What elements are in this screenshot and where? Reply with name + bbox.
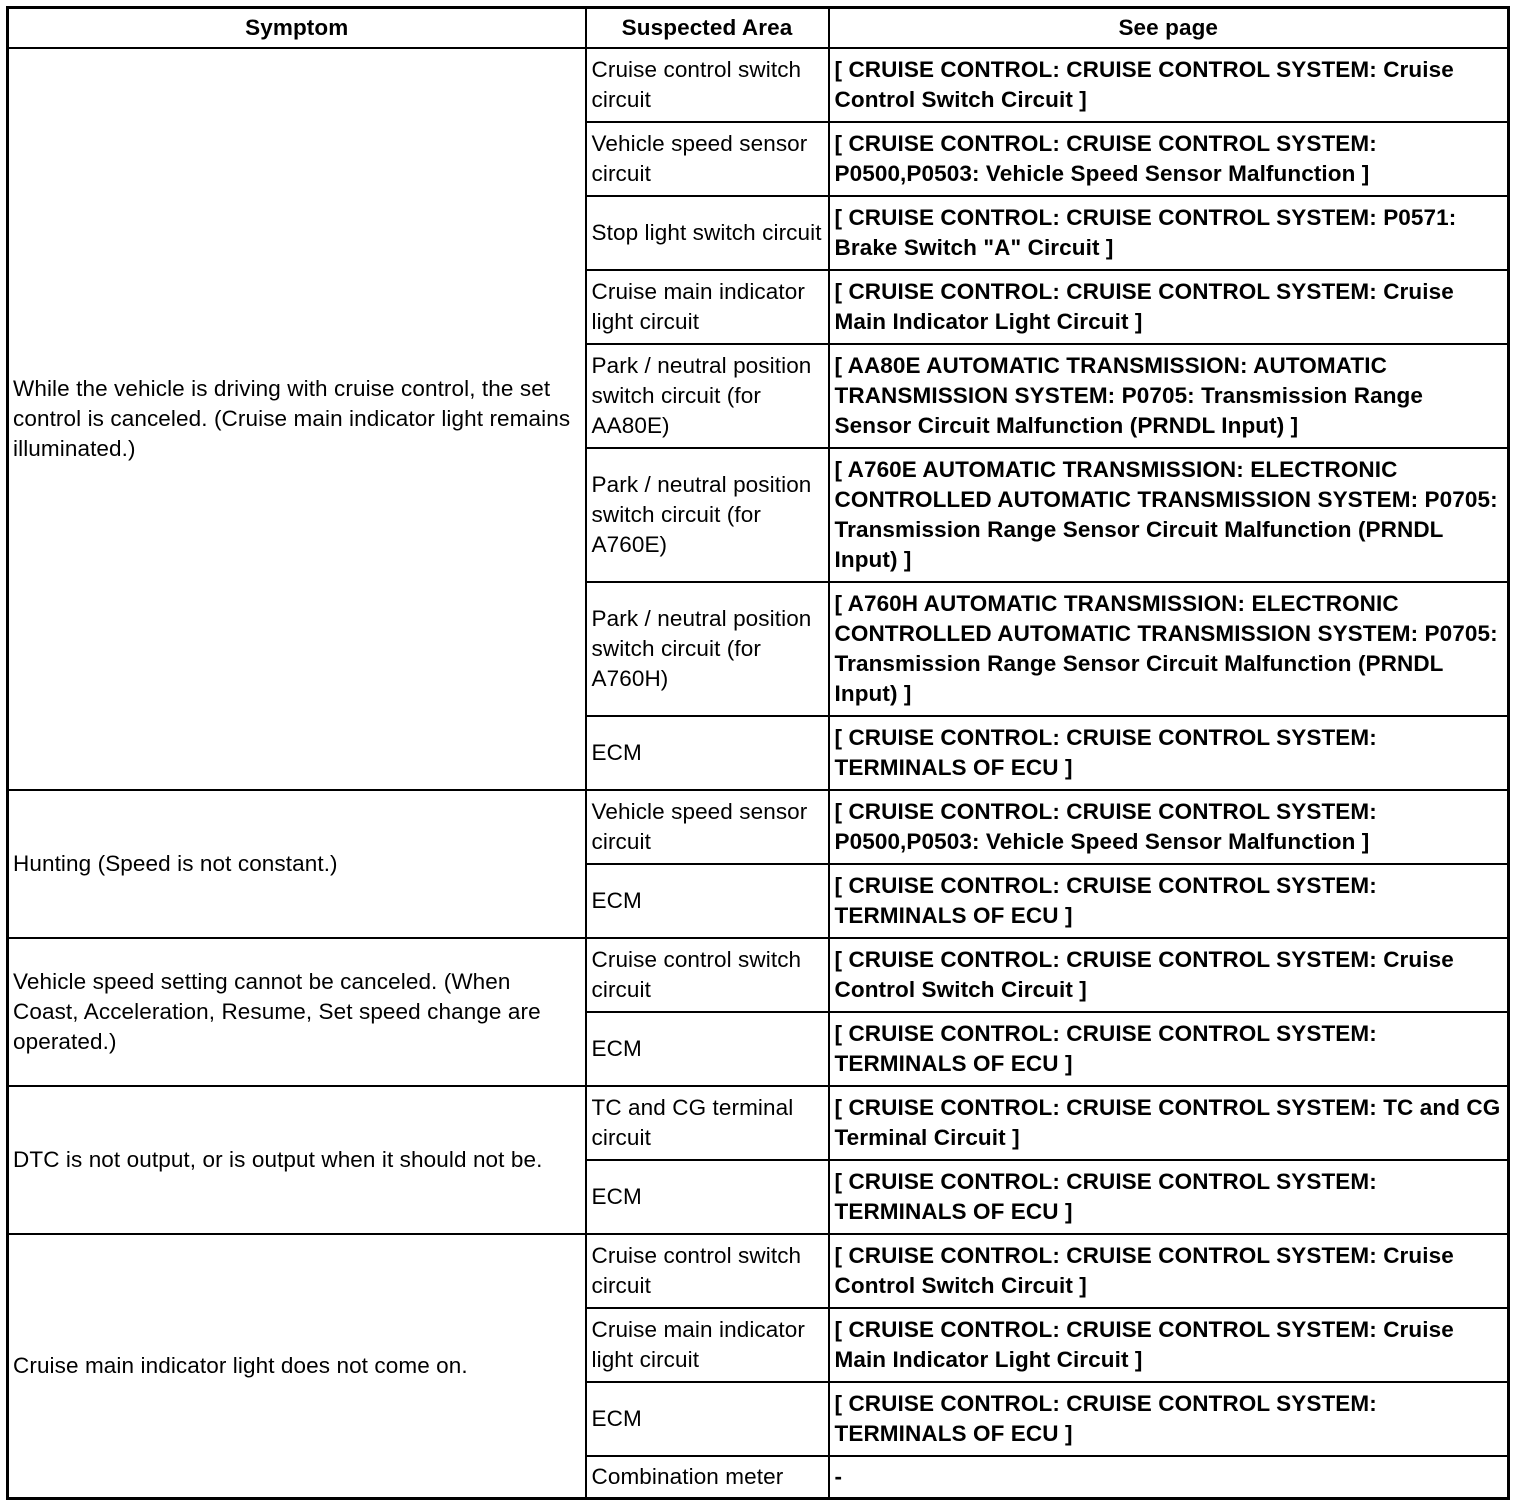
see-page-link[interactable]: [ A760H AUTOMATIC TRANSMISSION: ELECTRONIC CONTROLLED AUTOMATIC TRANSMISSION SYSTEM: P0705: Transmission Range Sensor Circuit Malfunction (PRNDL Input) ]	[829, 582, 1509, 716]
suspected-area-cell: ECM	[586, 1012, 829, 1086]
header-row	[8, 8, 1509, 49]
table-row	[8, 1234, 1509, 1308]
suspected-area-cell: Cruise main indicator light circuit	[586, 270, 829, 344]
symptom-table	[6, 6, 1510, 1500]
table-header	[8, 8, 1509, 49]
suspected-area-cell: Combination meter	[586, 1456, 829, 1499]
symptom-cell: DTC is not output, or is output when it should not be.	[8, 1086, 586, 1234]
see-page-link[interactable]: [ CRUISE CONTROL: CRUISE CONTROL SYSTEM: TERMINALS OF ECU ]	[829, 1012, 1509, 1086]
see-page-link[interactable]: [ CRUISE CONTROL: CRUISE CONTROL SYSTEM: TERMINALS OF ECU ]	[829, 1382, 1509, 1456]
see-page-link[interactable]: [ CRUISE CONTROL: CRUISE CONTROL SYSTEM: P0500,P0503: Vehicle Speed Sensor Malfunction ]	[829, 790, 1509, 864]
suspected-area-cell: TC and CG terminal circuit	[586, 1086, 829, 1160]
header-suspected-area: Suspected Area	[586, 8, 829, 49]
symptom-cell: Hunting (Speed is not constant.)	[8, 790, 586, 938]
symptom-cell: While the vehicle is driving with cruise control, the set control is canceled. (Cruise main indicator light remains illuminated.)	[8, 48, 586, 790]
see-page-link[interactable]: [ CRUISE CONTROL: CRUISE CONTROL SYSTEM: TERMINALS OF ECU ]	[829, 864, 1509, 938]
see-page-link[interactable]: [ CRUISE CONTROL: CRUISE CONTROL SYSTEM: TERMINALS OF ECU ]	[829, 716, 1509, 790]
suspected-area-cell: Cruise main indicator light circuit	[586, 1308, 829, 1382]
see-page-link[interactable]: [ CRUISE CONTROL: CRUISE CONTROL SYSTEM: P0571: Brake Switch "A" Circuit ]	[829, 196, 1509, 270]
see-page-link[interactable]: [ CRUISE CONTROL: CRUISE CONTROL SYSTEM: Cruise Control Switch Circuit ]	[829, 938, 1509, 1012]
see-page-link[interactable]: [ CRUISE CONTROL: CRUISE CONTROL SYSTEM: Cruise Control Switch Circuit ]	[829, 48, 1509, 122]
see-page-link[interactable]: [ A760E AUTOMATIC TRANSMISSION: ELECTRONIC CONTROLLED AUTOMATIC TRANSMISSION SYSTEM: P0705: Transmission Range Sensor Circuit Malfunction (PRNDL Input) ]	[829, 448, 1509, 582]
suspected-area-cell: Vehicle speed sensor circuit	[586, 122, 829, 196]
see-page-link[interactable]: [ AA80E AUTOMATIC TRANSMISSION: AUTOMATIC TRANSMISSION SYSTEM: P0705: Transmission Range Sensor Circuit Malfunction (PRNDL Input) ]	[829, 344, 1509, 448]
see-page-link: -	[829, 1456, 1509, 1499]
see-page-link[interactable]: [ CRUISE CONTROL: CRUISE CONTROL SYSTEM: TERMINALS OF ECU ]	[829, 1160, 1509, 1234]
suspected-area-cell: ECM	[586, 716, 829, 790]
see-page-link[interactable]: [ CRUISE CONTROL: CRUISE CONTROL SYSTEM: Cruise Control Switch Circuit ]	[829, 1234, 1509, 1308]
header-see-page: See page	[829, 8, 1509, 49]
symptom-cell: Cruise main indicator light does not come on.	[8, 1234, 586, 1499]
header-symptom: Symptom	[8, 8, 586, 49]
see-page-link[interactable]: [ CRUISE CONTROL: CRUISE CONTROL SYSTEM: P0500,P0503: Vehicle Speed Sensor Malfunction ]	[829, 122, 1509, 196]
symptom-cell: Vehicle speed setting cannot be canceled. (When Coast, Acceleration, Resume, Set speed change are operated.)	[8, 938, 586, 1086]
suspected-area-cell: Cruise control switch circuit	[586, 938, 829, 1012]
suspected-area-cell: Park / neutral position switch circuit (for A760H)	[586, 582, 829, 716]
suspected-area-cell: Cruise control switch circuit	[586, 48, 829, 122]
suspected-area-cell: ECM	[586, 1382, 829, 1456]
table-row	[8, 938, 1509, 1012]
suspected-area-cell: Park / neutral position switch circuit (for AA80E)	[586, 344, 829, 448]
table-row	[8, 790, 1509, 864]
table-row	[8, 48, 1509, 122]
suspected-area-cell: Park / neutral position switch circuit (for A760E)	[586, 448, 829, 582]
suspected-area-cell: ECM	[586, 864, 829, 938]
table-body	[8, 48, 1509, 1499]
suspected-area-cell: Vehicle speed sensor circuit	[586, 790, 829, 864]
suspected-area-cell: Cruise control switch circuit	[586, 1234, 829, 1308]
see-page-link[interactable]: [ CRUISE CONTROL: CRUISE CONTROL SYSTEM: Cruise Main Indicator Light Circuit ]	[829, 270, 1509, 344]
see-page-link[interactable]: [ CRUISE CONTROL: CRUISE CONTROL SYSTEM: TC and CG Terminal Circuit ]	[829, 1086, 1509, 1160]
suspected-area-cell: ECM	[586, 1160, 829, 1234]
table-row	[8, 1086, 1509, 1160]
suspected-area-cell: Stop light switch circuit	[586, 196, 829, 270]
see-page-link[interactable]: [ CRUISE CONTROL: CRUISE CONTROL SYSTEM: Cruise Main Indicator Light Circuit ]	[829, 1308, 1509, 1382]
